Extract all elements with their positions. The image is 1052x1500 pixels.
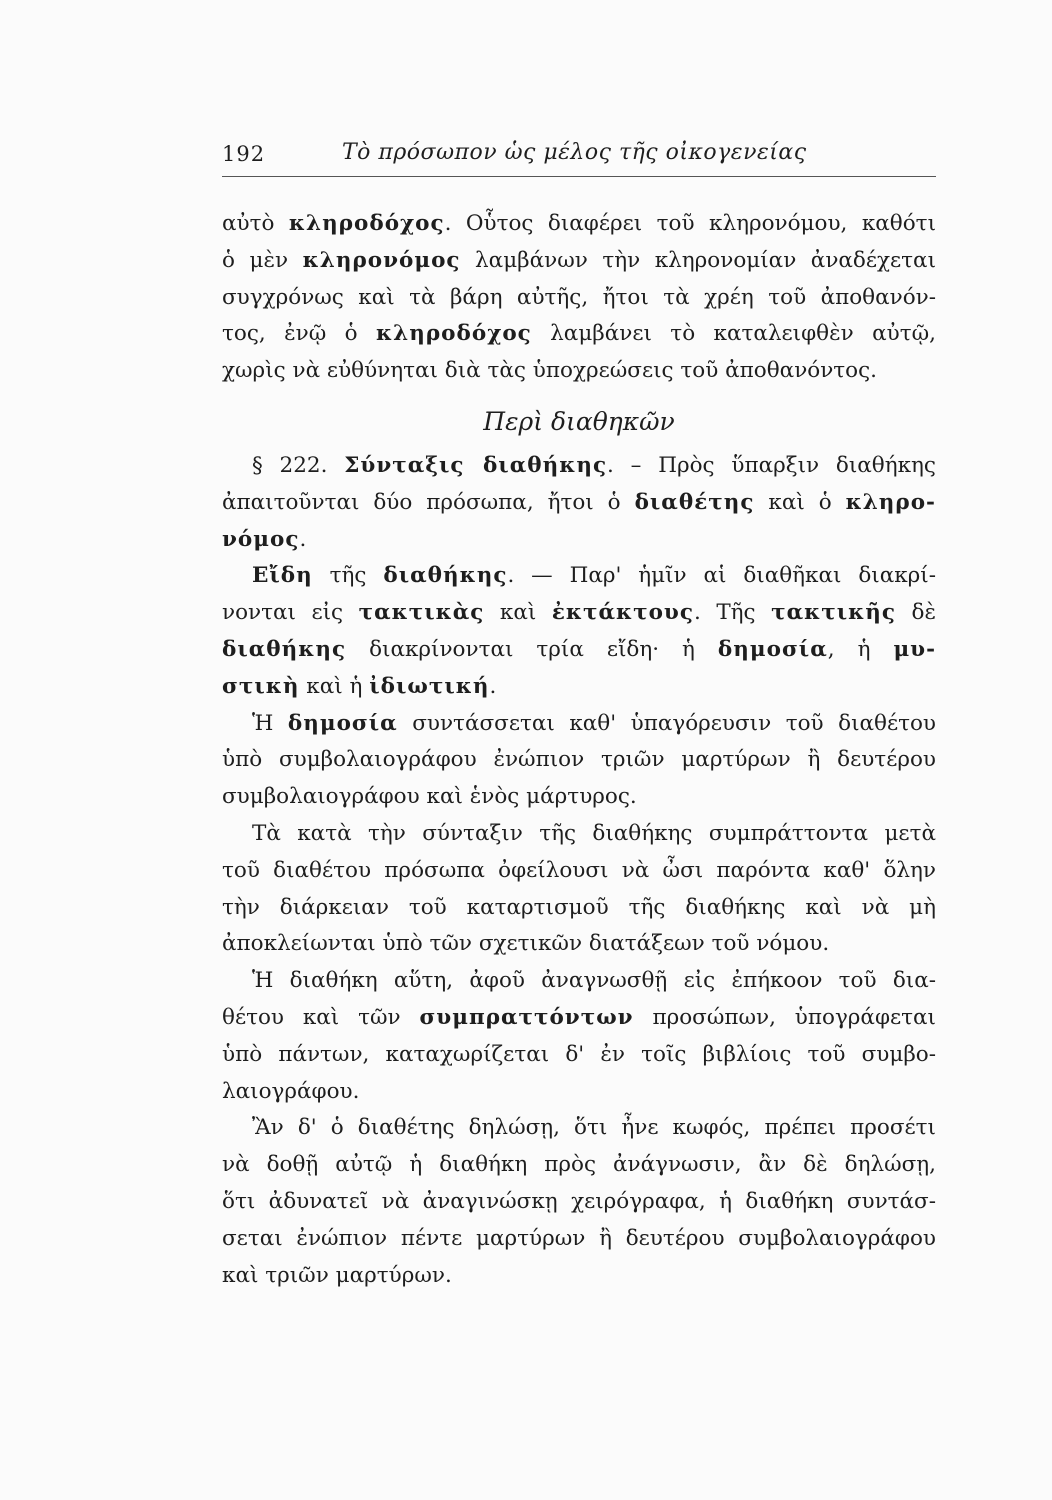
text-line [222, 1258, 936, 1295]
bold-term: δημοσία [717, 636, 828, 662]
bold-term: κληρο- [845, 489, 936, 515]
bold-term: κληροδόχος [376, 321, 532, 347]
text-run: τὴν διάρκειαν τοῦ καταρτισμοῦ τῆς διαθήκης καὶ νὰ μὴ [222, 894, 936, 920]
text-line [222, 890, 936, 927]
text-run: λαιογράφου. [222, 1078, 360, 1104]
text-run: τῆς [312, 563, 384, 589]
text-run: καὶ ὁ [754, 489, 846, 515]
bold-term: νόμος [222, 526, 300, 552]
bold-term: τακτικῆς [771, 600, 896, 626]
text-run: χωρὶς νὰ εὐθύνηται διὰ τὰς ὑποχρεώσεις τοῦ ἀποθανόντος. [222, 358, 877, 384]
body-text [222, 206, 936, 1294]
text-line [222, 243, 936, 280]
section-heading: Περὶ διαθηκῶν [483, 406, 675, 436]
text-run: ὅτι ἀδυνατεῖ νὰ ἀναγινώσκῃ χειρόγραφα, ἡ διαθήκη συντάσ- [222, 1188, 936, 1214]
text-run: αὐτὸ [222, 211, 289, 236]
text-run: ἀπαιτοῦνται δύο πρόσωπα, ἤτοι ὁ [222, 489, 635, 515]
text-run: , ἡ [827, 636, 894, 662]
text-run: Ἡ διαθήκη αὕτη, ἀφοῦ ἀναγνωσθῇ εἰς ἐπήκοον τοῦ δια- [252, 968, 936, 994]
text-run: . – Πρὸς ὕπαρξιν διαθήκης [607, 452, 936, 478]
page-number: 192 [222, 142, 266, 166]
text-run: . [299, 526, 307, 552]
bold-term: διαθήκης [222, 636, 347, 662]
text-run: διακρίνονται τρία εἴδη· ἡ [346, 636, 718, 662]
running-title: Τὸ πρόσωπον ὡς μέλος τῆς οἰκογενείας [342, 140, 807, 165]
text-run: τος, ἐνῷ ὁ [222, 321, 377, 347]
text-run: . [489, 673, 497, 699]
text-run: νονται εἰς [222, 600, 359, 626]
text-line [222, 280, 936, 317]
text-run: λαμβάνει τὸ καταλειφθὲν αὐτῷ, [531, 321, 936, 347]
text-run: συντάσσεται καθ' ὑπαγόρευσιν τοῦ διαθέτου [397, 710, 936, 736]
bold-term: στικὴ [222, 673, 300, 699]
text-run: νὰ δοθῇ αὐτῷ ἡ διαθήκη πρὸς ἀνάγνωσιν, ἂν δὲ δηλώσῃ, [222, 1152, 936, 1178]
text-run: συμβολαιογράφου καὶ ἑνὸς μάρτυρος. [222, 784, 637, 810]
bold-term: Εἴδη [252, 563, 313, 589]
text-run: θέτου καὶ τῶν [222, 1004, 420, 1030]
text-line [222, 779, 936, 816]
text-run: Τὰ κατὰ τὴν σύνταξιν τῆς διαθήκης συμπράττοντα μετὰ [252, 820, 936, 846]
text-line [222, 1221, 936, 1258]
text-run: σεται ἐνώπιον πέντε μαρτύρων ἢ δευτέρου συμβολαιογράφου [222, 1225, 936, 1251]
text-run: Ἂν δ' ὁ διαθέτης δηλώσῃ, ὅτι ἦνε κωφός, πρέπει προσέτι [252, 1115, 936, 1141]
bold-term: συμπραττόντων [419, 1004, 634, 1030]
bold-term: διαθήκης [383, 563, 508, 589]
bold-term: κληρονόμος [302, 247, 461, 273]
text-run: καὶ τριῶν μαρτύρων. [222, 1262, 452, 1288]
text-run: τοῦ διαθέτου πρόσωπα ὀφείλουσι νὰ ὦσι παρόντα καθ' ὅλην [222, 857, 936, 883]
text-line [222, 485, 936, 522]
text-line [222, 632, 936, 669]
page-header [222, 136, 936, 172]
bold-term: ἐκτάκτους [551, 600, 694, 626]
text-line [222, 742, 936, 779]
bold-term: κληροδόχος [288, 211, 445, 236]
text-run: συγχρόνως καὶ τὰ βάρη αὐτῆς, ἤτοι τὰ χρέη τοῦ ἀποθανόν- [222, 284, 936, 310]
text-line [222, 1074, 936, 1111]
text-run: ὑπὸ πάντων, καταχωρίζεται δ' ἐν τοῖς βιβλίοις τοῦ συμβο- [222, 1041, 936, 1067]
text-line [222, 1147, 936, 1184]
text-run: ἀποκλείωνται ὑπὸ τῶν σχετικῶν διατάξεων τοῦ νόμου. [222, 931, 830, 957]
header-rule [222, 176, 936, 177]
text-run: λαμβάνων τὴν κληρονομίαν ἀναδέχεται [460, 247, 936, 273]
text-line [222, 963, 936, 1000]
text-line [222, 1110, 936, 1147]
text-run: καὶ [484, 600, 552, 626]
text-line [222, 316, 936, 353]
text-run: . Τῆς [693, 600, 772, 626]
bold-term: ἰδιωτική [369, 673, 490, 699]
text-run: προσώπων, ὑπογράφεται [633, 1004, 936, 1030]
text-line [222, 206, 936, 243]
text-line [222, 816, 936, 853]
text-line [222, 926, 936, 963]
bold-term: Σύνταξις διαθήκης [344, 452, 608, 478]
text-line [222, 669, 936, 706]
text-run: καὶ ἡ [299, 673, 370, 699]
bold-term: διαθέτης [634, 489, 755, 515]
text-run: . Οὗτος διαφέρει τοῦ κληρονόμου, καθότι [444, 211, 936, 236]
text-line [222, 595, 936, 632]
text-run: Ἡ [252, 710, 288, 736]
text-line [222, 522, 936, 559]
text-line [222, 1000, 936, 1037]
text-line [222, 706, 936, 743]
text-line [222, 1037, 936, 1074]
text-run: § 222. [252, 452, 345, 478]
bold-term: μυ- [893, 636, 936, 662]
text-line [222, 1184, 936, 1221]
text-run: ὑπὸ συμβολαιογράφου ἐνώπιον τριῶν μαρτύρων ἢ δευτέρου [222, 747, 936, 773]
text-run: ὁ μὲν [222, 247, 303, 273]
text-line [222, 448, 936, 485]
text-line [222, 853, 936, 890]
bold-term: δημοσία [287, 710, 398, 736]
text-line [222, 353, 936, 390]
text-line [222, 558, 936, 595]
bold-term: τακτικὰς [358, 600, 485, 626]
text-run: . — Παρ' ἡμῖν αἱ διαθῆκαι διακρί- [507, 563, 936, 589]
text-run: δὲ [895, 600, 936, 626]
